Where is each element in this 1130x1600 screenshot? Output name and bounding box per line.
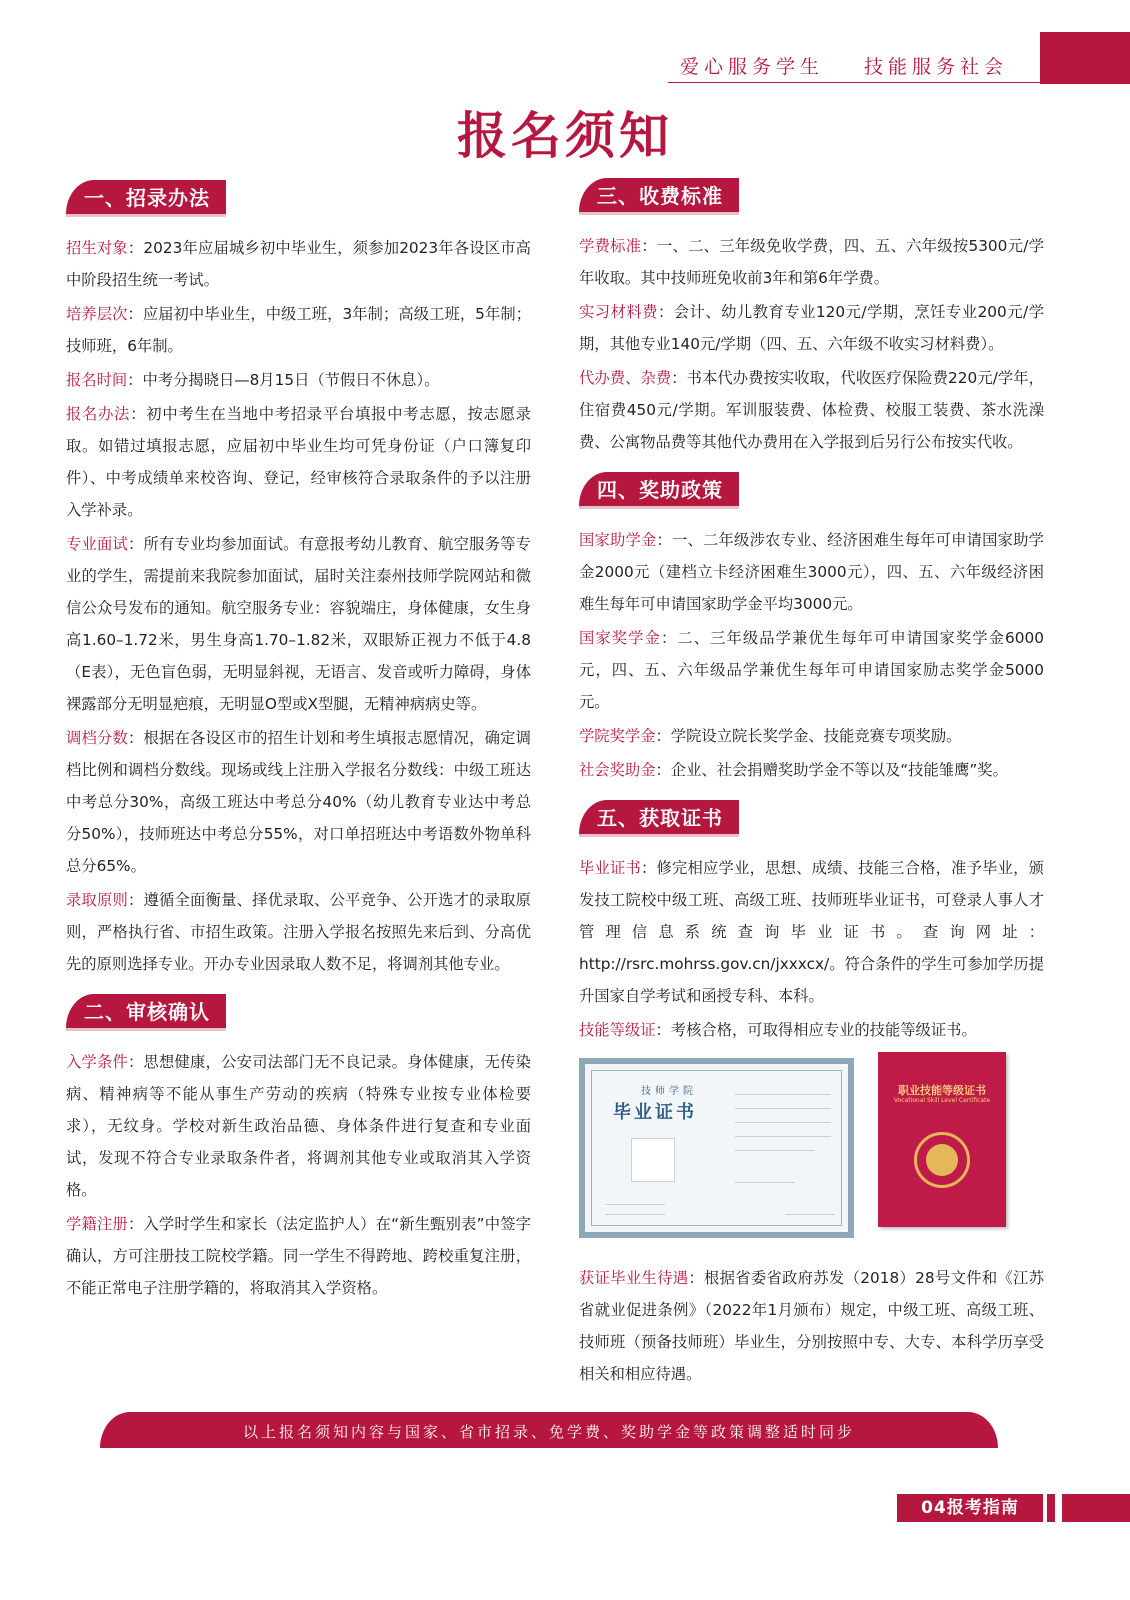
section-header-fees bbox=[579, 178, 1044, 212]
item-entry-conditions: 入学条件：思想健康，公安司法部门无不良记录。身体健康，无传染病、精神病等不能从事生产劳动的疾病（特殊专业按专业体检要求），无纹身。学校对新生政治品德、身体条件进行复查和专业面试，发现不符合专业录取条件者，将调剂其他专业或取消其入学资格。 bbox=[66, 1053, 531, 1199]
item-tuition: 学费标准：一、二、三年级免收学费，四、五、六年级按5300元/学年收取。其中技师班免收前3年和第6年学费。 bbox=[579, 237, 1044, 287]
item-college-scholarship: 学院奖学金：学院设立院长奖学金、技能竞赛专项奖励。 bbox=[579, 727, 962, 745]
diploma-photo-box bbox=[631, 1138, 675, 1182]
item-registration-method: 报名办法：初中考生在当地中考招录平台填报中考志愿，按志愿录取。如错过填报志愿，应届初中毕业生均可凭身份证（户口簿复印件）、中考成绩单来校咨询、登记，经审核符合录取条件的予以注册入学补录。 bbox=[66, 405, 531, 519]
section-title: 三、收费标准 bbox=[597, 184, 723, 208]
right-column bbox=[579, 178, 1044, 1392]
slogan-2: 技能服务社会 bbox=[864, 56, 1009, 78]
footer-notice: 以上报名须知内容与国家、省市招录、免学费、奖助学金等政策调整适时同步 bbox=[242, 1423, 855, 1441]
page-label-block bbox=[1062, 1494, 1130, 1522]
skill-cert-subtitle: Vocational Skill Level Certificate bbox=[893, 1097, 991, 1104]
certificate-images bbox=[579, 1052, 1044, 1252]
section-title: 一、招录办法 bbox=[84, 186, 210, 210]
section-title: 五、获取证书 bbox=[597, 806, 723, 830]
page-label-bar bbox=[1047, 1494, 1055, 1522]
item-national-grant: 国家助学金：一、二年级涉农专业、经济困难生每年可申请国家助学金2000元（建档立卡经济困难生3000元），四、五、六年级经济困难生每年可申请国家助学金平均3000元。 bbox=[579, 531, 1044, 613]
section-header-aid bbox=[579, 472, 1044, 506]
section-title: 二、审核确认 bbox=[84, 1000, 210, 1024]
seal-center-icon bbox=[926, 1144, 958, 1176]
section-title: 四、奖助政策 bbox=[597, 478, 723, 502]
diploma-line2: 毕业证书 bbox=[613, 1102, 697, 1123]
diploma-image bbox=[579, 1058, 854, 1238]
page-label: 04报考指南 bbox=[897, 1494, 1043, 1522]
header-rule bbox=[668, 82, 1040, 83]
section-header-review bbox=[66, 994, 531, 1028]
item-registration-time: 报名时间：中考分揭晓日—8月15日（节假日不休息）。 bbox=[66, 371, 440, 389]
section-header-certificates bbox=[579, 800, 1044, 834]
section-header-enrollment bbox=[66, 180, 531, 214]
item-national-scholarship: 国家奖学金：二、三年级品学兼优生每年可申请国家奖学金6000元，四、五、六年级品学兼优生每年可申请国家励志奖学金5000元。 bbox=[579, 629, 1044, 711]
diploma-line1: 技师学院 bbox=[641, 1086, 697, 1097]
item-admission-principle: 录取原则：遵循全面衡量、择优录取、公平竞争、公开选才的录取原则，严格执行省、市招生政策。注册入学报名按照先来后到、分高优先的原则选择专业。开办专业因录取人数不足，将调剂其他专业。 bbox=[66, 891, 531, 973]
header-color-block bbox=[1040, 32, 1130, 84]
item-graduation-cert: 毕业证书：修完相应学业，思想、成绩、技能三合格，准予毕业，颁发技工院校中级工班、高级工班、技师班毕业证书，可登录人事人才管理信息系统查询毕业证书。查询网址：http://rsrc.mohrss.gov.cn/jxxxcx/。符合条件的学生可参加学历提升国家自学考试和函授专科、本科。 bbox=[579, 859, 1044, 1005]
skill-certificate-image bbox=[878, 1052, 1006, 1227]
left-column bbox=[66, 180, 531, 1306]
page-title: 报名须知 bbox=[457, 107, 673, 165]
slogan-1: 爱心服务学生 bbox=[680, 56, 825, 78]
item-student-registration: 学籍注册：入学时学生和家长（法定监护人）在“新生甄别表”中签字确认，方可注册技工院校学籍。同一学生不得跨地、跨校重复注册，不能正常电子注册学籍的，将取消其入学资格。 bbox=[66, 1215, 531, 1297]
header-slogan bbox=[680, 52, 1048, 79]
skill-cert-title: 职业技能等级证书 bbox=[898, 1084, 986, 1097]
item-enroll-target: 招生对象：2023年应届城乡初中毕业生，须参加2023年各设区市高中阶段招生统一考试。 bbox=[66, 239, 531, 289]
item-graduate-treatment: 获证毕业生待遇：根据省委省政府苏发（2018）28号文件和《江苏省就业促进条例》（2022年1月颁布）规定，中级工班、高级工班、技师班（预备技师班）毕业生，分别按照中专、大专、本科学历享受相关和相应待遇。 bbox=[579, 1269, 1044, 1383]
item-misc-fee: 代办费、杂费：书本代办费按实收取，代收医疗保险费220元/学年，住宿费450元/学期。军训服装费、体检费、校服工装费、茶水洗澡费、公寓物品费等其他代办费用在入学报到后另行公布按实代收。 bbox=[579, 369, 1044, 451]
item-training-level: 培养层次：应届初中毕业生，中级工班，3年制；高级工班，5年制；技师班，6年制。 bbox=[66, 305, 531, 355]
item-skill-cert: 技能等级证：考核合格，可取得相应专业的技能等级证书。 bbox=[579, 1021, 977, 1039]
item-score-line: 调档分数：根据在各设区市的招生计划和考生填报志愿情况，确定调档比例和调档分数线。现场或线上注册入学报名分数线：中级工班达中考总分30%，高级工班达中考总分40%（幼儿教育专业达中考总分50%），技师班达中考总分55%，对口单招班达中考语数外物单科总分65%。 bbox=[66, 729, 531, 875]
item-social-aid: 社会奖助金：企业、社会捐赠奖助学金不等以及“技能雏鹰”奖。 bbox=[579, 761, 1008, 779]
item-interview: 专业面试：所有专业均参加面试。有意报考幼儿教育、航空服务等专业的学生，需提前来我院参加面试，届时关注泰州技师学院网站和微信公众号发布的通知。航空服务专业：容貌端庄，身体健康，女生身高1.60–1.72米，男生身高1.70–1.82米，双眼矫正视力不低于4.8（E表），无色盲色弱，无明显斜视，无语言、发音或听力障碍，身体裸露部分无明显疤痕，无明显O型或X型腿，无精神病病史等。 bbox=[66, 535, 531, 713]
item-material-fee: 实习材料费：会计、幼儿教育专业120元/学期，烹饪专业200元/学期，其他专业140元/学期（四、五、六年级不收实习材料费）。 bbox=[579, 303, 1044, 353]
